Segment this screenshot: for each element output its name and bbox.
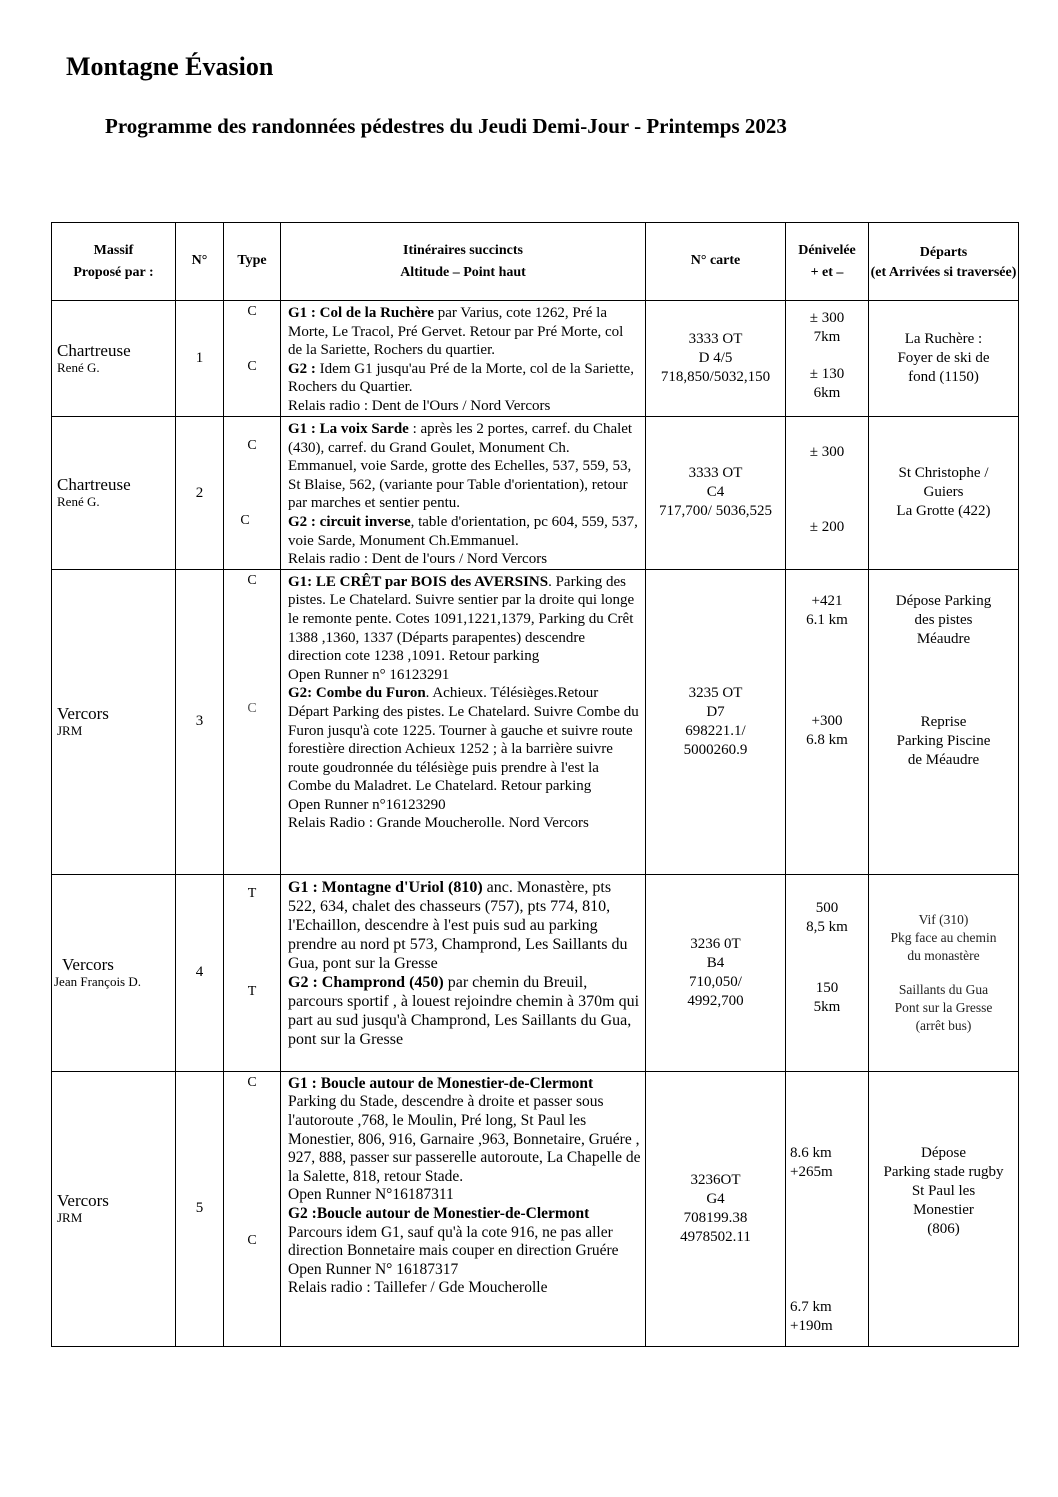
num-cell: 3: [176, 569, 224, 874]
departure-cell: Vif (310) Pkg face au chemin du monastère Saillants du Gua Pont sur la Gresse (arrêt bus): [869, 874, 1019, 1071]
departure-cell: St Christophe / Guiers La Grotte (422): [869, 417, 1019, 570]
header-num: N°: [176, 223, 224, 301]
table-row: [52, 1071, 1019, 1346]
type-cell: T T: [224, 874, 281, 1071]
departure-cell: La Ruchère : Foyer de ski de fond (1150): [869, 301, 1019, 417]
table-row: [52, 874, 1019, 1071]
massif-cell: Vercors JRM: [52, 569, 176, 874]
elevation-cell: 500 8,5 km 150 5km: [786, 874, 869, 1071]
itinerary-cell: G1: LE CRÊT par BOIS des AVERSINS. Parking des pistes. Le Chatelard. Suivre sentier par la droite qui longe le remonte pente. Cotes 1091,1221,1379, Parking du Crêt 1388 ,1360, 1337 (Départs parapentes) descendre direction cote 1238 ,1091. Retour parking Open Runner n° 16123291 G2: Combe du Furon. Achieux. Télésièges.Retour Départ Parking des pistes. Le Chatelard. Suivre Combe du Furon jusqu'à cote 1225. Tourner à gauche et suivre route forestière direction Achieux 1252 ; à la barrière suivre route goudronnée du télésiège puis prendre à l'est la Combe du Maladret. Le Chatelard. Retour parking Open Runner n°16123290 Relais Radio : Grande Moucherolle. Nord Vercors: [281, 569, 646, 874]
num-cell: 1: [176, 301, 224, 417]
type-cell: C C: [224, 301, 281, 417]
map-cell: 3333 OT C4 717,700/ 5036,525: [646, 417, 786, 570]
type-cell: C C: [224, 417, 281, 570]
massif-cell: Vercors Jean François D.: [52, 874, 176, 1071]
map-cell: 3333 OT D 4/5 718,850/5032,150: [646, 301, 786, 417]
elevation-cell: 8.6 km +265m 6.7 km +190m: [786, 1071, 869, 1346]
type-cell: C C: [224, 569, 281, 874]
num-cell: 5: [176, 1071, 224, 1346]
itinerary-cell: G1 : Boucle autour de Monestier-de-Clermont Parking du Stade, descendre à droite et passer sous l'autoroute ,768, le Moulin, Pré long, St Paul les Monestier, 806, 916, Garnaire ,963, Bonnetaire, Gruére , 927, 888, passer sur passerelle autoroute, La Chapelle de la Salette, 818, retour Stade. Open Runner N°16187311 G2 :Boucle autour de Monestier-de-Clermont Parcours idem G1, sauf qu'à la cote 916, ne pas aller direction Bonnetaire mais couper en direction Gruére Open Runner N° 16187317 Relais radio : Taillefer / Gde Moucherolle: [281, 1071, 646, 1346]
massif-cell: Chartreuse René G.: [52, 417, 176, 570]
massif-cell: Vercors JRM: [52, 1071, 176, 1346]
departure-cell: Dépose Parking stade rugby St Paul les Monestier (806): [869, 1071, 1019, 1346]
massif-cell: Chartreuse René G.: [52, 301, 176, 417]
header-itineraries: Itinéraires succincts Altitude – Point haut: [281, 223, 646, 301]
header-map: N° carte: [646, 223, 786, 301]
header-massif: Massif Proposé par :: [52, 223, 176, 301]
header-type: Type: [224, 223, 281, 301]
itinerary-cell: G1 : Col de la Ruchère par Varius, cote 1262, Pré la Morte, Le Tracol, Pré Gervet. Retour par Pré Morte, col de la Sariette, Rochers du quartier. G2 : Idem G1 jusqu'au Pré de la Morte, col de la Sariette, Rochers du Quartier. Relais radio : Dent de l'Ours / Nord Vercors: [281, 301, 646, 417]
num-cell: 4: [176, 874, 224, 1071]
header-departures: Départs (et Arrivées si traversée): [869, 223, 1019, 301]
map-cell: 3236 0T B4 710,050/ 4992,700: [646, 874, 786, 1071]
departure-cell: Dépose Parking des pistes Méaudre Reprise Parking Piscine de Méaudre: [869, 569, 1019, 874]
elevation-cell: +421 6.1 km +300 6.8 km: [786, 569, 869, 874]
itinerary-cell: G1 : La voix Sarde : après les 2 portes, carref. du Chalet (430), carref. du Grand Goulet, Monument Ch. Emmanuel, voie Sarde, grotte des Echelles, 537, 559, 53, St Blaise, 562, (variante pour Table d'orientation), retour par marches et sentier pentu. G2 : circuit inverse, table d'orientation, pc 604, 559, 537, voie Sarde, Monument Ch.Emmanuel. Relais radio : Dent de l'ours / Nord Vercors: [281, 417, 646, 570]
document-subtitle: Programme des randonnées pédestres du Jeudi Demi-Jour - Printemps 2023: [105, 114, 787, 138]
table-row: [52, 569, 1019, 874]
type-cell: C C: [224, 1071, 281, 1346]
header-elevation: Dénivelée + et –: [786, 223, 869, 301]
elevation-cell: ± 300 ± 200: [786, 417, 869, 570]
document-title: Montagne Évasion: [66, 52, 274, 81]
hikes-table: [51, 222, 1019, 1347]
map-cell: 3235 OT D7 698221.1/ 5000260.9: [646, 569, 786, 874]
map-cell: 3236OT G4 708199.38 4978502.11: [646, 1071, 786, 1346]
elevation-cell: ± 300 7km ± 130 6km: [786, 301, 869, 417]
itinerary-cell: G1 : Montagne d'Uriol (810) anc. Monastère, pts 522, 634, chalet des chasseurs (757), pts 774, 810, l'Echaillon, descendre à l'est puis sud au parking prendre au nord pt 573, Champrond, Les Saillants du Gua, pont sur la Gresse G2 : Champrond (450) par chemin du Breuil, parcours sportif , à louest rejoindre chemin à 370m qui part au sud jusqu'à Champrond, Les Saillants du Gua, pont sur la Gresse: [281, 874, 646, 1071]
table-row: [52, 417, 1019, 570]
num-cell: 2: [176, 417, 224, 570]
table-row: [52, 301, 1019, 417]
table-header-row: [52, 223, 1019, 301]
